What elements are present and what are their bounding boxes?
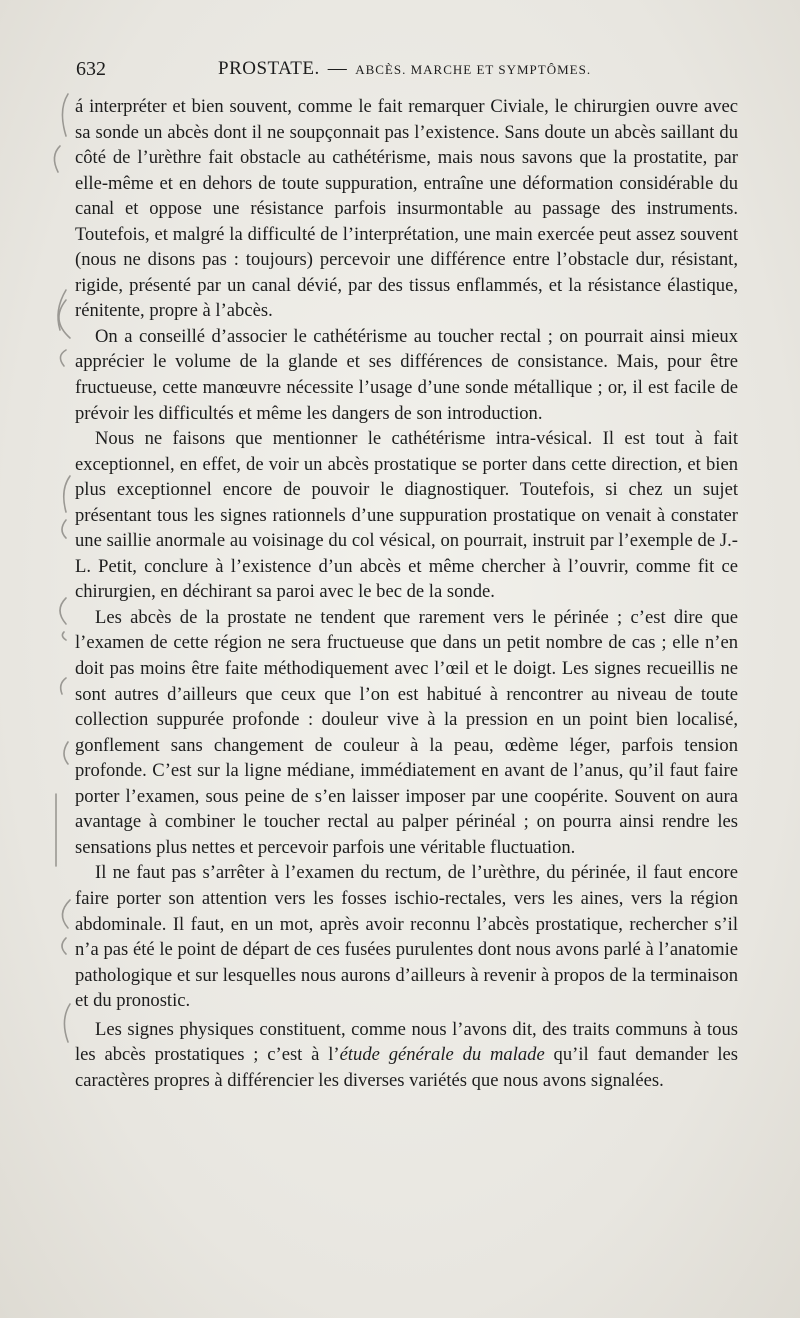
- mark-13: [62, 900, 70, 928]
- mark-4: [59, 300, 70, 338]
- mark-7: [62, 520, 66, 538]
- mark-2: [54, 146, 60, 172]
- mark-1: [62, 94, 68, 136]
- mark-5: [60, 350, 66, 366]
- mark-11: [64, 742, 68, 764]
- page-number: 632: [76, 58, 106, 80]
- mark-14: [62, 938, 66, 954]
- running-head: [76, 58, 736, 88]
- paragraph-5: Il ne faut pas s’arrêter à l’examen du rectum, de l’urèthre, du périnée, il faut encore faire porter son attention vers les fosses ischio-rectales, vers les aines, vers la région abdominale. Il faut, en un mot, après avoir reconnu l’abcès prostatique, rechercher s’il n’a pas été le point de départ de ces fusées purulentes dont nous avons parlé à l’anatomie pathologique et sur lesquelles nous aurons d’ailleurs à revenir à propos de la terminaison et du pronostic.: [75, 862, 738, 1012]
- section-subtitle: ABCÈS. MARCHE ET SYMPTÔMES.: [355, 62, 592, 77]
- paragraph-6-before: Les signes physiques constituent, comme nous l’avons dit, des traits communs à tous les abcès prostatiques ; c’est à l’: [75, 1018, 738, 1066]
- paragraph-6-italic: étude générale du malade: [339, 1044, 545, 1066]
- paragraph-3: Nous ne faisons que mentionner le cathétérisme intra-vésical. Il est tout à fait exceptionnel, en effet, de voir un abcès prostatique se porter dans cette direction, et bien plus exceptionnel encore de pouvoir le diagnostiquer. Toutefois, si chez un sujet présentant tous les signes rationnels d’une suppuration prostatique on venait à constater une saillie anormale au voisinage du col vésical, on pourrait, instruit par l’exemple de J.-L. Petit, conclure à l’existence d’un abcès et même chercher à l’ouvrir, comme fit ce chirurgien, en déchirant sa paroi avec le bec de la sonde.: [75, 428, 738, 603]
- mark-10: [61, 678, 66, 694]
- paragraph-6-after: qu’il faut demander les caractères propres à différencier les diverses variétés que nous avons signalées.: [75, 1044, 739, 1091]
- paragraph-2: On a conseillé d’associer le cathétérisme au toucher rectal ; on pourrait ainsi mieux apprécier le volume de la glande et ses différences de consistance. Mais, pour être fructueuse, cette manœuvre nécessite l’usage d’une sonde métallique ; or, il est facile de prévoir les difficultés et même les dangers de son introduction.: [75, 325, 738, 424]
- mark-6: [64, 476, 70, 512]
- running-title: [218, 58, 591, 80]
- title-dash: —: [327, 58, 348, 79]
- paragraph-6: [75, 1017, 738, 1094]
- mark-8: [60, 598, 66, 624]
- mark-15: [64, 1004, 70, 1042]
- body-text: [75, 94, 738, 1093]
- paragraph-4: Les abcès de la prostate ne tendent que rarement vers le périnée ; c’est dire que l’examen de cette région ne sera fructueuse que dans un petit nombre de cas ; elle n’en doit pas moins être faite méthodiquement avec l’œil et le doigt. Les signes recueillis ne sont autres d’ailleurs que ceux que l’on est habitué à rencontrer au niveau de toute collection suppurée profonde : douleur vive à la pression en un point bien localisé, gonflement sans changement de couleur à la peau, œdème léger, parfois tension profonde. C’est sur la ligne médiane, immédiatement en avant de l’anus, qu’il faut faire porter l’examen, sous peine de s’en laisser imposer par une coopérite. Souvent on aura avantage à combiner le toucher rectal au palper périnéal ; on pourra ainsi rendre les sensations plus nettes et percevoir parfois une véritable fluctuation.: [75, 606, 738, 858]
- chapter-title: PROSTATE.: [218, 58, 320, 79]
- mark-9: [62, 632, 66, 640]
- paragraph-1: á interpréter et bien souvent, comme le fait remarquer Civiale, le chirurgien ouvre avec sa sonde un abcès dont il ne soupçonnait pas l’existence. Sans doute un abcès saillant du côté de l’urèthre fait obstacle au cathétérisme, mais nous savons que la prostatite, par elle-même et en dehors de toute suppuration, entraîne une déformation considérable du canal et oppose une résistance parfois insurmontable au passage des instruments. Toutefois, et malgré la difficulté de l’interprétation, une main exercée peut assez souvent (nous ne disons pas : toujours) percevoir une différence entre l’obstacle dur, résistant, rigide, présenté par un canal dévié, par des tissus enflammés, et la résistance élastique, rénitente, propre à l’abcès.: [75, 96, 738, 322]
